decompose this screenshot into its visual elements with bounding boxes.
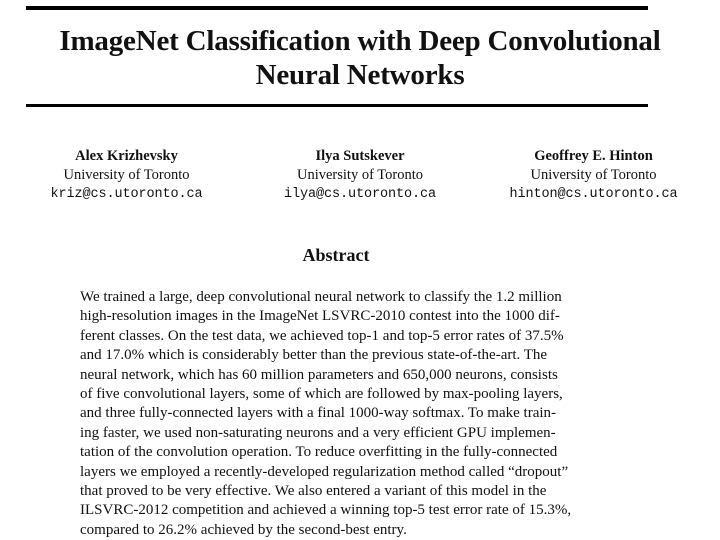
abstract-line: ferent classes. On the test data, we achieved top-1 and top-5 error rates of 37.5% (80, 327, 564, 344)
title-line-1: ImageNet Classification with Deep Convolutional (59, 25, 661, 57)
abstract-line: layers we employed a recently-developed regularization method called “dropout” (80, 463, 569, 480)
author-email[interactable]: ilya@cs.utoronto.ca (283, 187, 437, 202)
title-line-2: Neural Networks (255, 59, 465, 91)
header-rule-top (26, 6, 648, 10)
abstract-line: neural network, which has 60 million parameters and 650,000 neurons, consists (80, 366, 558, 383)
abstract-line: tation of the convolution operation. To reduce overfitting in the fully-connected (80, 444, 558, 461)
author-name: Ilya Sutskever (315, 148, 405, 164)
author-block (10, 147, 710, 205)
abstract-line: We trained a large, deep convolutional neural network to classify the 1.2 million (80, 289, 562, 305)
abstract-body (80, 288, 640, 540)
author-name: Alex Krizhevsky (75, 148, 178, 164)
author-column-3 (477, 147, 710, 205)
author-affiliation: University of Toronto (297, 167, 423, 183)
abstract-line: ing faster, we used non-saturating neurons and a very efficient GPU implemen- (80, 424, 556, 441)
abstract-line: and 17.0% which is considerably better than the previous state-of-the-art. The (80, 347, 548, 364)
abstract-paragraph (80, 288, 640, 540)
abstract-line: and three fully-connected layers with a final 1000-way softmax. To make train- (80, 405, 557, 422)
author-email[interactable]: kriz@cs.utoronto.ca (50, 187, 203, 202)
author-name: Geoffrey E. Hinton (534, 148, 653, 164)
abstract-line: high-resolution images in the ImageNet LSVRC-2010 contest into the 1000 dif- (80, 308, 560, 325)
author-email[interactable]: hinton@cs.utoronto.ca (509, 187, 678, 202)
author-affiliation: University of Toronto (63, 167, 190, 183)
author-affiliation: University of Toronto (530, 167, 657, 183)
author-column-1 (10, 147, 243, 205)
header-rule-under-title (26, 104, 648, 107)
abstract-line: ILSVRC-2012 competition and achieved a winning top-5 test error rate of 15.3%, (80, 502, 572, 519)
abstract-heading: Abstract (302, 245, 370, 265)
page-title (40, 24, 680, 92)
abstract-line: of five convolutional layers, some of which are followed by max-pooling layers, (80, 386, 563, 403)
abstract-line: that proved to be very effective. We also entered a variant of this model in the (80, 483, 547, 500)
author-column-2 (244, 147, 477, 205)
abstract-line: compared to 26.2% achieved by the second-best entry. (80, 521, 407, 538)
